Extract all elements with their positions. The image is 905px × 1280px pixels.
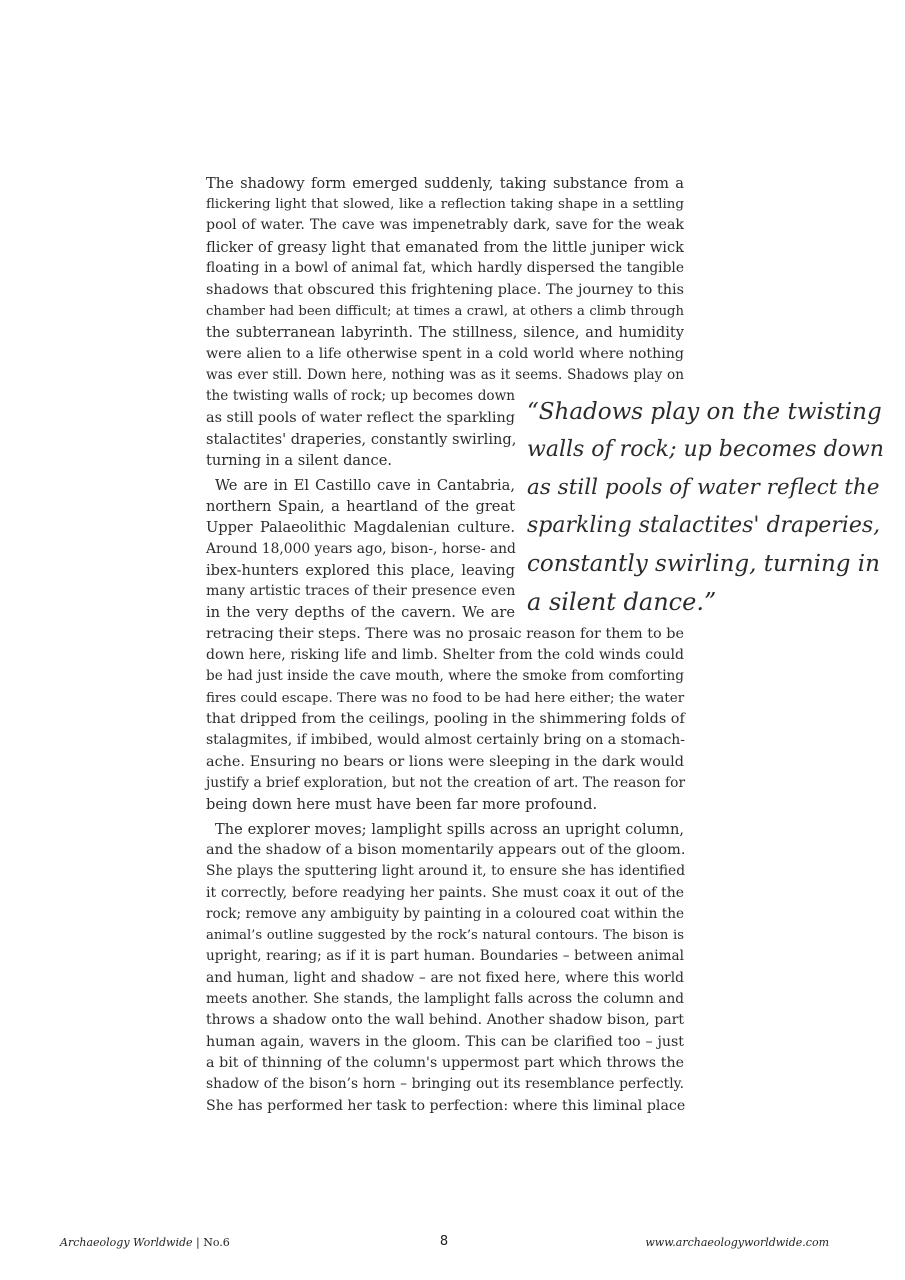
paragraph-2-line: northern Spain, a heartland of the great	[206, 498, 515, 515]
paragraph-3-line: She plays the sputtering light around it, to ensure she has identified	[206, 863, 686, 879]
paragraph-2-line: down here, risking life and limb. Shelter from the cold winds could	[206, 647, 684, 663]
paragraph-2-line: Upper Palaeolithic Magdalenian culture.	[206, 519, 515, 536]
paragraph-1-line: was ever still. Down here, nothing was as it seems. Shadows play on	[206, 367, 684, 383]
paragraph-2-line: We are in El Castillo cave in Cantabria,	[215, 477, 515, 494]
paragraph-1-line: flicker of greasy light that emanated from the little juniper wick	[206, 239, 684, 256]
paragraph-3-line: rock; remove any ambiguity by painting in a coloured coat within the	[206, 906, 684, 922]
website-link[interactable]: www.archaeologyworldwide.com	[645, 1236, 829, 1249]
pull-quote-line: a silent dance.”	[527, 588, 717, 616]
paragraph-1-line: turning in a silent dance.	[206, 452, 392, 469]
paragraph-1-line: The shadowy form emerged suddenly, taking substance from a	[206, 175, 684, 192]
paragraph-2-line: being down here must have been far more profound.	[206, 796, 598, 813]
paragraph-1-line: as still pools of water reflect the sparkling	[206, 410, 515, 426]
paragraph-2-line: justify a brief exploration, but not the creation of art. The reason for	[206, 775, 686, 791]
paragraph-3-line: animal’s outline suggested by the rock’s natural contours. The bison is	[206, 928, 684, 943]
paragraph-1-line: stalactites' draperies, constantly swirling,	[206, 431, 517, 448]
paragraph-2-line: ache. Ensuring no bears or lions were sleeping in the dark would	[206, 754, 684, 770]
paragraph-3-line: The explorer moves; lamplight spills across an upright column,	[215, 821, 684, 838]
paragraph-3-line: human again, wavers in the gloom. This can be clarified too – just	[206, 1034, 684, 1050]
footer-publication	[60, 1236, 230, 1250]
page-number: 8	[439, 1234, 449, 1249]
paragraph-1-line: shadows that obscured this frightening place. The journey to this	[206, 282, 684, 298]
paragraph-3-line: She has performed her task to perfection: where this liminal place	[206, 1098, 686, 1114]
paragraph-3-line: throws a shadow onto the wall behind. Another shadow bison, part	[206, 1012, 684, 1028]
paragraph-2-line: in the very depths of the cavern. We are	[206, 604, 515, 621]
paragraph-3-line: it correctly, before readying her paints. She must coax it out of the	[206, 885, 684, 901]
pull-quote	[527, 393, 884, 621]
pull-quote-line: “Shadows play on the twisting	[527, 399, 882, 425]
pull-quote-line: sparkling stalactites' draperies,	[527, 513, 881, 538]
pull-quote-line: walls of rock; up becomes down	[527, 437, 884, 462]
paragraph-2-line: Around 18,000 years ago, bison-, horse- and	[206, 541, 516, 557]
paragraph-1-line: chamber had been difficult; at times a crawl, at others a climb through	[206, 304, 684, 319]
paragraph-1-line: the subterranean labyrinth. The stillness, silence, and humidity	[206, 324, 684, 341]
paragraph-2-line: that dripped from the ceilings, pooling in the shimmering folds of	[206, 711, 685, 727]
paragraph-1-line: floating in a bowl of animal fat, which hardly dispersed the tangible	[206, 260, 684, 276]
pull-quote-line: constantly swirling, turning in	[527, 551, 880, 577]
issue-number: No.6	[203, 1236, 230, 1249]
paragraph-1-line: flickering light that slowed, like a reflection taking shape in a settling	[206, 197, 684, 212]
paragraph-3-line: and human, light and shadow – are not fixed here, where this world	[206, 970, 684, 986]
paragraph-2-line: stalagmites, if imbibed, would almost certainly bring on a stomach-	[206, 732, 686, 748]
paragraph-3-line: meets another. She stands, the lamplight falls across the column and	[206, 991, 684, 1007]
paragraph-3-line: a bit of thinning of the column's uppermost part which throws the	[206, 1055, 684, 1071]
paragraph-2-line: fires could escape. There was no food to be had here either; the water	[206, 691, 685, 706]
paragraph-2-line: be had just inside the cave mouth, where the smoke from comforting	[206, 668, 684, 684]
paragraph-3-line: and the shadow of a bison momentarily appears out of the gloom.	[206, 842, 686, 858]
paragraph-3-line: shadow of the bison’s horn – bringing out its resemblance perfectly.	[206, 1076, 684, 1092]
paragraph-1-line: the twisting walls of rock; up becomes down	[206, 388, 515, 404]
paragraph-2-line: many artistic traces of their presence even	[206, 583, 516, 599]
paragraph-1-line: were alien to a life otherwise spent in a cold world where nothing	[206, 346, 684, 362]
pull-quote-line: as still pools of water reflect the	[527, 475, 880, 500]
paragraph-1-line: pool of water. The cave was impenetrably dark, save for the weak	[206, 217, 684, 233]
paragraph-3-line: upright, rearing; as if it is part human. Boundaries – between animal	[206, 948, 684, 964]
footer-separator: |	[192, 1236, 204, 1249]
paragraph-2-line: retracing their steps. There was no prosaic reason for them to be	[206, 626, 684, 642]
publication-name: Archaeology Worldwide	[60, 1236, 193, 1249]
paragraph-2-line: ibex-hunters explored this place, leaving	[206, 562, 515, 579]
